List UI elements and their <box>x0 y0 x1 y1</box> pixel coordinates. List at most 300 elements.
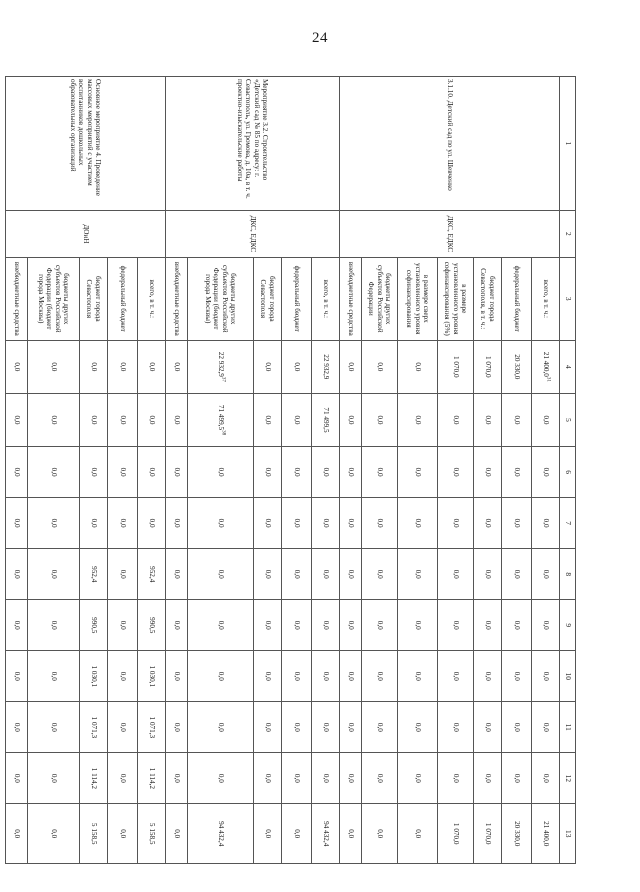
value-cell <box>474 702 502 753</box>
value-cell <box>340 447 362 498</box>
value-text: 0,0 <box>346 518 355 528</box>
value-cell <box>108 753 138 804</box>
value-cell <box>6 393 28 446</box>
value-cell <box>282 340 312 393</box>
value-text: 1 070,0 <box>483 356 492 378</box>
value-text: 0,0 <box>483 773 492 783</box>
value-text: 0,0 <box>292 671 301 681</box>
value-cell <box>108 651 138 702</box>
value-cell <box>28 804 80 864</box>
value-cell <box>502 651 532 702</box>
value-cell <box>438 753 474 804</box>
value-cell <box>438 804 474 864</box>
value-text: 0,0 <box>321 671 330 681</box>
value-text: 0,0 <box>12 671 21 681</box>
value-cell <box>28 600 80 651</box>
value-cell <box>502 340 532 393</box>
value-text: 1 030,1 <box>147 665 156 688</box>
value-text: 0,0 <box>346 671 355 681</box>
value-cell <box>474 804 502 864</box>
value-cell <box>108 447 138 498</box>
value-cell <box>28 702 80 753</box>
value-text: 0,0 <box>12 467 21 477</box>
value-cell <box>502 702 532 753</box>
value-cell <box>474 600 502 651</box>
value-text: 1 071,3 <box>147 716 156 739</box>
value-text: 0,0 <box>512 620 521 630</box>
column-header: 9 <box>560 600 576 651</box>
value-text: 0,0 <box>147 362 156 372</box>
value-text: 71 499,5 <box>216 404 225 431</box>
value-cell <box>254 702 282 753</box>
value-text: 0,0 <box>512 518 521 528</box>
value-cell <box>340 549 362 600</box>
value-cell <box>282 753 312 804</box>
value-cell <box>362 340 398 393</box>
value-cell <box>362 804 398 864</box>
value-cell <box>502 498 532 549</box>
value-cell <box>438 651 474 702</box>
value-text: 0,0 <box>118 773 127 783</box>
value-cell <box>438 702 474 753</box>
value-cell <box>362 498 398 549</box>
value-text: 0,0 <box>375 362 384 372</box>
value-text: 0,0 <box>321 773 330 783</box>
value-cell <box>28 651 80 702</box>
value-cell <box>108 549 138 600</box>
value-text: 0,0 <box>49 362 58 372</box>
value-cell <box>340 753 362 804</box>
value-text: 0,0 <box>216 722 225 732</box>
value-cell <box>254 549 282 600</box>
value-text: 0,0 <box>541 415 550 425</box>
value-cell <box>28 393 80 446</box>
value-cell <box>474 447 502 498</box>
value-cell <box>398 447 438 498</box>
value-cell <box>532 393 560 446</box>
value-cell <box>282 651 312 702</box>
value-cell <box>138 340 166 393</box>
value-cell <box>312 702 340 753</box>
value-cell <box>80 600 108 651</box>
value-cell <box>362 702 398 753</box>
budget-table <box>5 76 576 864</box>
value-text: 0,0 <box>541 569 550 579</box>
value-text: 0,0 <box>89 518 98 528</box>
value-cell <box>138 804 166 864</box>
value-cell <box>532 600 560 651</box>
funding-source: внебюджетные средства <box>340 257 362 340</box>
value-text: 0,0 <box>483 569 492 579</box>
value-text: 0,0 <box>375 671 384 681</box>
value-text: 0,0 <box>451 620 460 630</box>
value-cell <box>6 651 28 702</box>
value-text: 0,0 <box>12 722 21 732</box>
value-cell <box>80 702 108 753</box>
value-text: 0,0 <box>483 415 492 425</box>
value-text: 0,0 <box>413 467 422 477</box>
value-cell <box>166 651 188 702</box>
value-text: 0,0 <box>451 722 460 732</box>
value-text: 0,0 <box>292 620 301 630</box>
value-cell <box>438 447 474 498</box>
value-text: 0,0 <box>375 415 384 425</box>
value-cell <box>80 447 108 498</box>
value-cell <box>188 393 254 446</box>
value-text: 0,0 <box>263 467 272 477</box>
value-text: 0,0 <box>12 518 21 528</box>
value-text: 1 070,0 <box>451 822 460 845</box>
value-cell <box>188 498 254 549</box>
value-cell <box>340 804 362 864</box>
value-cell <box>340 498 362 549</box>
value-cell <box>532 447 560 498</box>
activity-name: Мероприятие 3.2. Строительство «Детский сад № 85 по адресу: г. Севастополь, ул. Громова, д. 10а, в т. ч. проектно-изыскательские работы <box>166 77 340 211</box>
value-cell <box>474 340 502 393</box>
funding-source: бюджеты других субъектов Российской Федерации (бюджет города Москвы) <box>28 257 80 340</box>
value-cell <box>80 549 108 600</box>
value-text: 0,0 <box>541 773 550 783</box>
value-text: 0,0 <box>346 569 355 579</box>
value-text: 0,0 <box>12 829 21 839</box>
funding-source: в размере сверх установленного уровня софинансирования <box>398 257 438 340</box>
value-cell <box>6 600 28 651</box>
column-header: 13 <box>560 804 576 864</box>
funding-source: бюджеты других субъектов Российской Федерации <box>362 257 398 340</box>
value-cell <box>438 340 474 393</box>
value-text: 0,0 <box>172 620 181 630</box>
value-cell <box>28 498 80 549</box>
value-cell <box>254 753 282 804</box>
value-cell <box>362 393 398 446</box>
value-cell <box>138 600 166 651</box>
table-row <box>138 77 166 864</box>
value-text: 0,0 <box>512 569 521 579</box>
value-cell <box>166 804 188 864</box>
value-text: 5 158,5 <box>147 822 156 845</box>
value-text: 0,0 <box>89 415 98 425</box>
value-text: 0,0 <box>118 362 127 372</box>
value-text: 0,0 <box>512 671 521 681</box>
funding-source: всего, в т. ч.: <box>532 257 560 340</box>
value-cell <box>6 340 28 393</box>
value-text: 1 030,1 <box>89 665 98 688</box>
value-text: 0,0 <box>346 620 355 630</box>
value-cell <box>108 600 138 651</box>
value-cell <box>398 498 438 549</box>
value-cell <box>188 753 254 804</box>
value-text: 0,0 <box>321 620 330 630</box>
value-text: 0,0 <box>451 569 460 579</box>
value-text: 0,0 <box>49 773 58 783</box>
value-text: 0,0 <box>118 722 127 732</box>
value-text: 0,0 <box>263 773 272 783</box>
value-text: 0,0 <box>172 829 181 839</box>
executor: ДКС, ЕДКС <box>340 211 560 258</box>
value-cell <box>312 498 340 549</box>
value-cell <box>398 804 438 864</box>
value-cell <box>166 340 188 393</box>
value-text: 22 932,9 <box>321 354 330 380</box>
value-cell <box>166 393 188 446</box>
value-text: 0,0 <box>483 671 492 681</box>
value-text: 0,0 <box>89 362 98 372</box>
value-text: 0,0 <box>375 620 384 630</box>
value-text: 0,0 <box>321 518 330 528</box>
value-cell <box>166 600 188 651</box>
value-text: 990,5 <box>147 617 156 634</box>
value-cell <box>282 447 312 498</box>
value-text: 0,0 <box>172 362 181 372</box>
value-cell <box>312 340 340 393</box>
value-text: 0,0 <box>292 773 301 783</box>
value-text: 0,0 <box>413 518 422 528</box>
value-cell <box>188 702 254 753</box>
value-cell <box>138 447 166 498</box>
value-cell <box>282 498 312 549</box>
value-cell <box>80 340 108 393</box>
value-text: 0,0 <box>292 829 301 839</box>
value-text: 0,0 <box>172 415 181 425</box>
value-text: 0,0 <box>483 722 492 732</box>
value-text: 0,0 <box>49 569 58 579</box>
value-text: 0,0 <box>512 415 521 425</box>
executor: ДОиН <box>6 211 166 258</box>
column-header: 7 <box>560 498 576 549</box>
value-cell <box>6 804 28 864</box>
value-text: 0,0 <box>263 620 272 630</box>
value-cell <box>80 651 108 702</box>
funding-source: внебюджетные средства <box>166 257 188 340</box>
value-cell <box>312 393 340 446</box>
value-cell <box>166 753 188 804</box>
value-text: 0,0 <box>292 722 301 732</box>
value-text: 0,0 <box>118 829 127 839</box>
value-text: 0,0 <box>413 415 422 425</box>
value-cell <box>188 549 254 600</box>
value-text: 0,0 <box>118 569 127 579</box>
value-cell <box>108 702 138 753</box>
value-cell <box>362 447 398 498</box>
value-cell <box>166 498 188 549</box>
value-text: 0,0 <box>346 722 355 732</box>
value-cell <box>282 804 312 864</box>
value-text: 0,0 <box>321 467 330 477</box>
column-header: 5 <box>560 393 576 446</box>
value-cell <box>398 549 438 600</box>
value-text: 0,0 <box>172 722 181 732</box>
value-text: 0,0 <box>375 773 384 783</box>
value-cell <box>398 651 438 702</box>
value-cell <box>282 549 312 600</box>
value-cell <box>502 393 532 446</box>
value-text: 0,0 <box>346 773 355 783</box>
value-cell <box>108 804 138 864</box>
value-text: 0,0 <box>413 569 422 579</box>
value-cell <box>254 651 282 702</box>
value-cell <box>502 600 532 651</box>
activity-name: Основное мероприятие 4. Проведение массовых мероприятий с участием воспитанников дошкольных образовательных организаций <box>6 77 166 211</box>
value-text: 0,0 <box>413 829 422 839</box>
value-text: 94 432,4 <box>216 821 225 847</box>
value-text: 21 400,0 <box>541 821 550 847</box>
value-cell <box>398 393 438 446</box>
table-row <box>532 77 560 864</box>
value-text: 0,0 <box>541 518 550 528</box>
value-text: 0,0 <box>451 773 460 783</box>
value-text: 20 330,0 <box>512 821 521 847</box>
value-text: 20 330,0 <box>512 354 521 380</box>
value-text: 94 432,4 <box>321 821 330 847</box>
value-cell <box>340 702 362 753</box>
value-text: 0,0 <box>541 722 550 732</box>
value-text: 0,0 <box>216 467 225 477</box>
column-header: 3 <box>560 257 576 340</box>
funding-source: внебюджетные средства <box>6 257 28 340</box>
value-text: 0,0 <box>172 467 181 477</box>
table-row <box>312 77 340 864</box>
value-cell <box>166 447 188 498</box>
value-text: 0,0 <box>216 671 225 681</box>
value-cell <box>532 804 560 864</box>
value-text: 0,0 <box>263 829 272 839</box>
value-text: 0,0 <box>118 467 127 477</box>
value-text: 0,0 <box>49 467 58 477</box>
value-text: 0,0 <box>413 722 422 732</box>
value-cell <box>282 600 312 651</box>
value-text: 1 071,3 <box>89 716 98 739</box>
value-cell <box>138 753 166 804</box>
column-header: 6 <box>560 447 576 498</box>
value-text: 0,0 <box>512 773 521 783</box>
value-text: 22 932,9 <box>216 351 225 377</box>
value-cell <box>188 600 254 651</box>
value-cell <box>398 702 438 753</box>
value-cell <box>312 600 340 651</box>
value-cell <box>438 498 474 549</box>
value-text: 0,0 <box>172 773 181 783</box>
value-cell <box>362 549 398 600</box>
value-text: 0,0 <box>375 518 384 528</box>
value-cell <box>282 393 312 446</box>
value-text: 0,0 <box>413 620 422 630</box>
value-cell <box>138 498 166 549</box>
value-cell <box>362 651 398 702</box>
value-text: 0,0 <box>346 467 355 477</box>
value-text: 0,0 <box>147 467 156 477</box>
value-cell <box>474 753 502 804</box>
activity-name: 3.1.10. Детский сад по ул. Шевченко <box>340 77 560 211</box>
value-text: 0,0 <box>12 415 21 425</box>
value-text: 0,0 <box>263 569 272 579</box>
value-text: 0,0 <box>172 518 181 528</box>
value-cell <box>80 498 108 549</box>
value-text: 0,0 <box>346 829 355 839</box>
value-cell <box>188 651 254 702</box>
funding-source: в размере установленного уровня софинансирования (5%) <box>438 257 474 340</box>
value-cell <box>138 702 166 753</box>
value-text: 71 499,5 <box>321 407 330 433</box>
funding-source: бюджет города Севастополя <box>254 257 282 340</box>
column-header: 12 <box>560 753 576 804</box>
value-text: 0,0 <box>147 415 156 425</box>
value-text: 0,0 <box>118 415 127 425</box>
value-text: 1 070,0 <box>451 356 460 378</box>
column-header: 4 <box>560 340 576 393</box>
value-text: 952,4 <box>147 566 156 583</box>
funding-source: бюджет города Севастополя <box>80 257 108 340</box>
value-text: 0,0 <box>512 722 521 732</box>
value-text: 0,0 <box>512 467 521 477</box>
value-cell <box>80 804 108 864</box>
value-text: 0,0 <box>483 620 492 630</box>
value-text: 0,0 <box>483 518 492 528</box>
funding-source: всего, в т. ч.: <box>138 257 166 340</box>
value-text: 0,0 <box>216 569 225 579</box>
column-header: 8 <box>560 549 576 600</box>
value-text: 0,0 <box>321 722 330 732</box>
value-text: 0,0 <box>451 415 460 425</box>
value-cell <box>188 447 254 498</box>
value-text: 0,0 <box>89 467 98 477</box>
value-cell <box>502 804 532 864</box>
rotated-table-container <box>12 76 576 864</box>
funding-source: всего, в т. ч.: <box>312 257 340 340</box>
value-cell <box>6 447 28 498</box>
value-cell <box>188 804 254 864</box>
value-text: 0,0 <box>292 569 301 579</box>
value-cell <box>312 804 340 864</box>
value-cell <box>254 447 282 498</box>
value-text: 0,0 <box>483 467 492 477</box>
value-cell <box>398 340 438 393</box>
funding-source: федеральный бюджет <box>108 257 138 340</box>
value-cell <box>474 498 502 549</box>
value-cell <box>138 651 166 702</box>
value-text: 0,0 <box>451 518 460 528</box>
value-text: 0,0 <box>375 467 384 477</box>
value-text: 0,0 <box>12 362 21 372</box>
value-text: 0,0 <box>172 569 181 579</box>
value-text: 5 158,5 <box>89 822 98 845</box>
footnote-ref: 31 <box>545 376 551 382</box>
value-text: 0,0 <box>375 569 384 579</box>
value-text: 0,0 <box>49 518 58 528</box>
value-text: 0,0 <box>375 829 384 839</box>
value-cell <box>138 393 166 446</box>
value-cell <box>108 340 138 393</box>
value-cell <box>282 702 312 753</box>
value-text: 0,0 <box>216 773 225 783</box>
column-header: 11 <box>560 702 576 753</box>
value-cell <box>80 393 108 446</box>
value-cell <box>6 753 28 804</box>
value-cell <box>6 549 28 600</box>
value-text: 0,0 <box>413 671 422 681</box>
value-cell <box>340 393 362 446</box>
value-cell <box>28 549 80 600</box>
value-cell <box>254 600 282 651</box>
value-cell <box>254 498 282 549</box>
value-text: 0,0 <box>12 569 21 579</box>
value-text: 0,0 <box>292 415 301 425</box>
value-text: 0,0 <box>263 671 272 681</box>
value-cell <box>474 651 502 702</box>
value-cell <box>6 498 28 549</box>
value-cell <box>28 340 80 393</box>
value-cell <box>532 753 560 804</box>
value-cell <box>28 447 80 498</box>
